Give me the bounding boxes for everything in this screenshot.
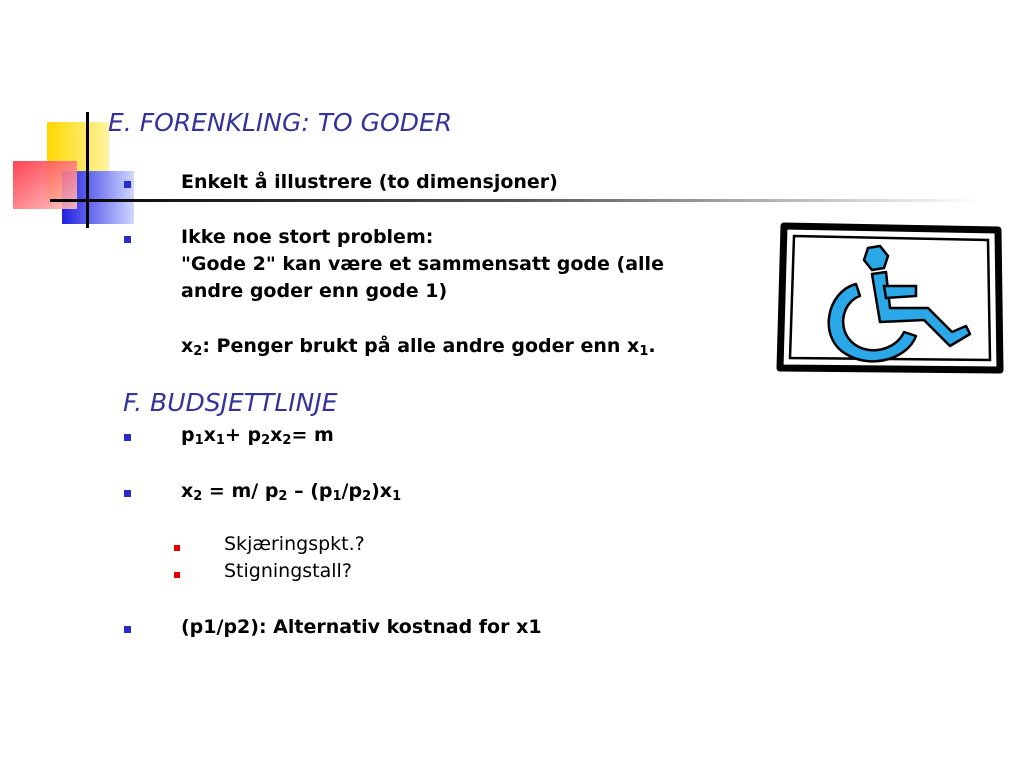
- vertical-line: [86, 112, 89, 228]
- budget-equation: $p_1x_1+ p_2x_2= m$: [181, 424, 334, 448]
- bullet-marker: [124, 626, 131, 633]
- bullet-marker: [124, 434, 131, 441]
- section-e-title: E. FORENKLING: TO GODER: [108, 108, 453, 137]
- bullet-marker: [124, 490, 131, 497]
- bullet-problem-line2: "Gode 2" kan være et sammensatt gode (alle: [181, 253, 664, 275]
- section-f-title: F. BUDSJETTLINJE: [123, 388, 338, 417]
- wheelchair-icon: [776, 220, 1004, 376]
- bullet-marker: [124, 181, 131, 188]
- sub-bullet-marker: [174, 545, 180, 551]
- sub-item-intercept: Skjæringspkt.?: [224, 533, 365, 555]
- horizontal-rule: [50, 199, 980, 202]
- sub-bullet-marker: [174, 572, 180, 578]
- budget-line-equation: $x_2 = m/$ $p_2 - (p_1/p_2)x_1$: [181, 480, 402, 504]
- sub-item-slope: Stigningstall?: [224, 560, 352, 582]
- bullet-illustrate: Enkelt å illustrere (to dimensjoner): [181, 171, 558, 193]
- bullet-alternative-cost: (p1/p2): Alternativ kostnad for x1: [181, 616, 542, 638]
- bullet-marker: [124, 236, 131, 243]
- bullet-problem-line3: andre goder enn gode 1): [181, 280, 448, 302]
- x2-definition: $x_2$: Penger brukt på alle andre goder enn $x_1$.: [181, 335, 656, 359]
- bullet-problem-line1: Ikke noe stort problem:: [181, 226, 434, 248]
